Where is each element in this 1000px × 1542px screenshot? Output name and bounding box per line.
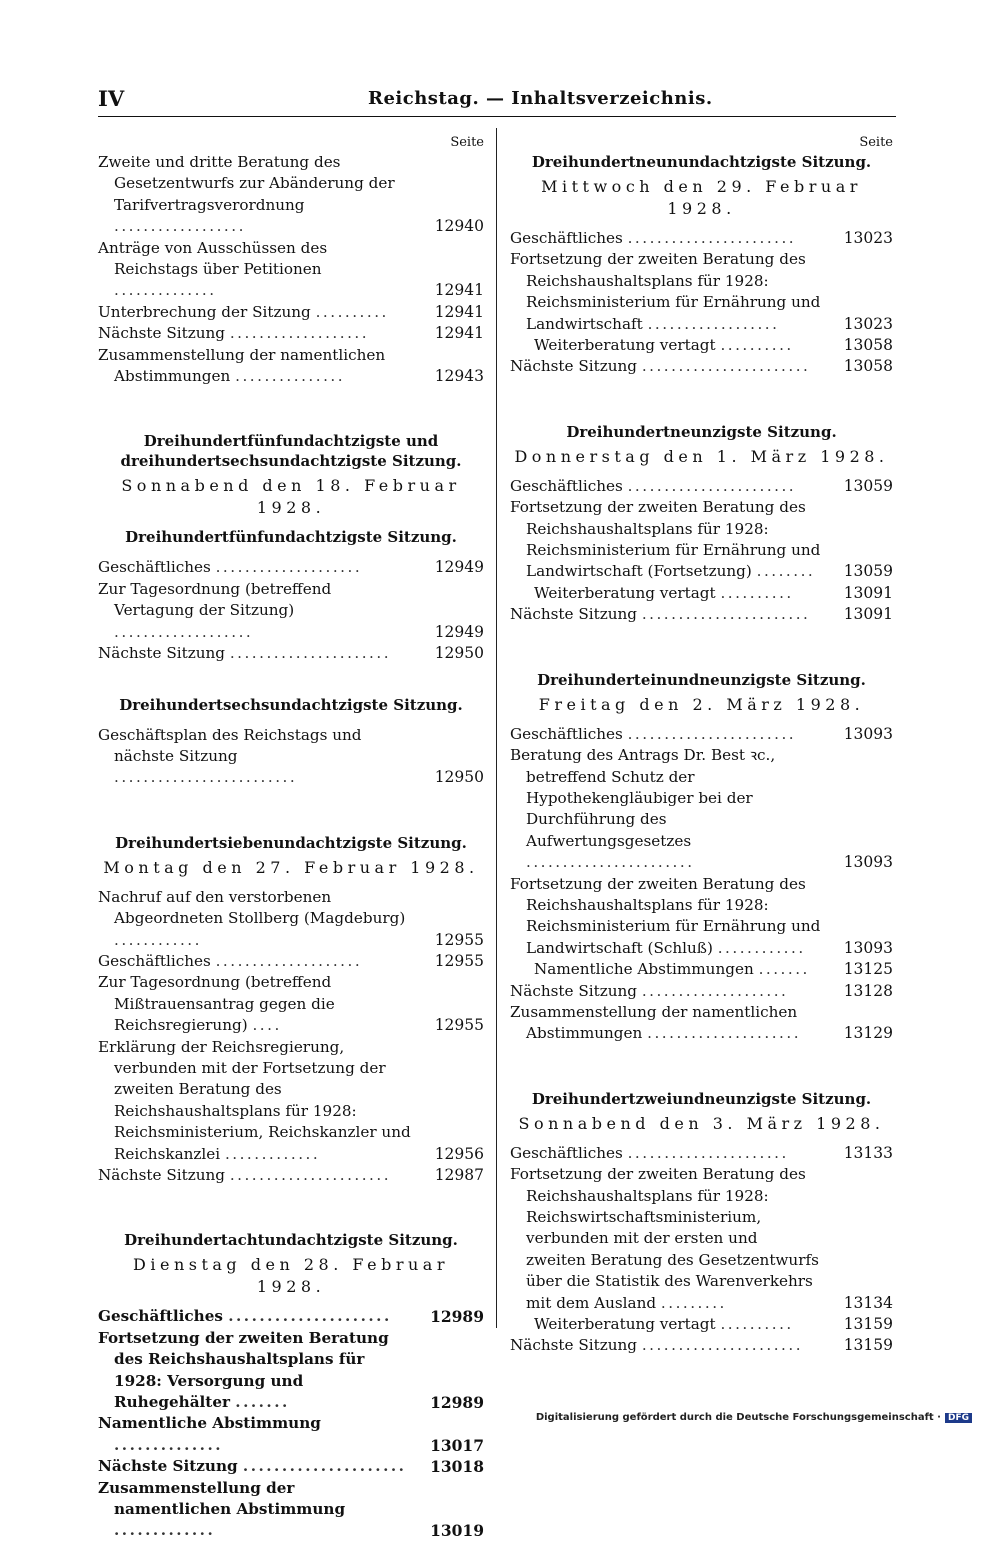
right-column	[510, 134, 893, 1357]
toc-entry: Nächste Sitzung ....................... 13091	[510, 605, 893, 624]
toc-entry: Nächste Sitzung ...................... 13159	[510, 1336, 893, 1355]
session-date: Mittwoch den 29. Februar 1928.	[541, 177, 862, 218]
toc-entry: Nachruf auf den verstorbenen Abgeordneten Stollberg (Magdeburg) ............ 12955	[98, 887, 484, 949]
column-divider	[496, 128, 497, 1328]
toc-entry: Nächste Sitzung ..................... 13018	[98, 1457, 484, 1477]
toc-entry: Geschäftliches .................... 12955	[98, 951, 484, 970]
session-date: Sonnabend den 3. März 1928.	[518, 1113, 885, 1133]
session-date: Montag den 27. Februar 1928.	[103, 857, 479, 877]
page-header	[98, 86, 896, 122]
toc-entry: Namentliche Abstimmungen ....... 13125	[534, 960, 893, 979]
session-heading: Dreihundertachtundachtzigste Sitzung.	[124, 1231, 458, 1250]
toc-entry: Fortsetzung der zweiten Beratung des Reichshaushaltsplans für 1928: Reichsministerium für Ernährung und Landwirtschaft (Schluß) ............ 13093	[510, 874, 893, 957]
toc-entry: Nächste Sitzung ................... 12941	[98, 324, 484, 343]
page-number: IV	[98, 86, 125, 111]
toc-entry: Fortsetzung der zweiten Beratung des Reichshaushaltsplans für 1928: Reichsministerium für Ernährung und Landwirtschaft .................. 13023	[510, 250, 893, 333]
toc-entry: Nächste Sitzung ....................... 13058	[510, 357, 893, 376]
toc-entry: Nächste Sitzung .................... 13128	[510, 981, 893, 1000]
session-date: Donnerstag den 1. März 1928.	[514, 446, 889, 466]
toc-entry: Nächste Sitzung ...................... 12987	[98, 1166, 484, 1184]
digitization-credit	[536, 1412, 972, 1423]
session-heading: Dreihundertneunundachtzigste Sitzung.	[531, 153, 872, 171]
toc-entry: Geschäftliches ....................... 13023	[510, 229, 893, 247]
session-date: Dienstag den 28. Februar 1928.	[133, 1255, 449, 1297]
toc-entry: Erklärung der Reichsregierung, verbunden mit der Fortsetzung der zweiten Beratung des Reichshaushaltsplans für 1928: Reichsministerium, Reichskanzler und Reichskanzlei ............. 12956	[98, 1037, 484, 1163]
session-subheading: Dreihundertsechsundachtzigste Sitzung.	[119, 695, 463, 714]
session-heading: Dreihundertfünfundachtzigste und dreihundertsechsundachtzigste Sitzung.	[120, 432, 462, 471]
toc-entry: Unterbrechung der Sitzung .......... 12941	[98, 302, 484, 321]
dfg-logo: DFG	[945, 1413, 972, 1423]
toc-entry: Geschäftliches ....................... 13093	[510, 724, 893, 743]
seite-label: Seite	[859, 135, 893, 150]
header-rule	[98, 116, 896, 117]
toc-entry: Geschäftliches ...................... 13133	[510, 1143, 893, 1162]
session-date: Sonnabend den 18. Februar 1928.	[121, 476, 461, 518]
toc-entry: Weiterberatung vertagt .......... 13159	[534, 1315, 893, 1334]
toc-entry: Nächste Sitzung ...................... 12950	[98, 644, 484, 663]
toc-entry: Zur Tagesordnung (betreffend Vertagung der Sitzung) ................... 12949	[98, 579, 484, 641]
seite-label: Seite	[450, 135, 484, 150]
toc-entry: Geschäftliches .................... 12949	[98, 558, 484, 577]
session-date: Freitag den 2. März 1928.	[538, 694, 865, 714]
toc-entry: Namentliche Abstimmung .............. 13017	[98, 1414, 484, 1455]
session-heading: Dreihundertzweiundneunzigste Sitzung.	[531, 1089, 872, 1108]
toc-entry: Beratung des Antrags Dr. Best ꝛc., betreffend Schutz der Hypothekengläubiger bei der Durchführung des Aufwertungsgesetzes ....................... 13093	[510, 746, 893, 872]
toc-entry: Zur Tagesordnung (betreffend Mißtrauensantrag gegen die Reichsregierung) .... 12955	[98, 973, 484, 1035]
session-heading: Dreihunderteinundneunzigste Sitzung.	[537, 670, 866, 689]
toc-entry: Zusammenstellung der namentlichen Abstimmung ............. 13019	[98, 1478, 484, 1541]
toc-entry: Zusammenstellung der namentlichen Abstimmungen ............... 12943	[98, 345, 484, 386]
toc-entry: Fortsetzung der zweiten Beratung des Reichshaushaltsplans für 1928: Versorgung und Ruhegehälter ....... 12989	[98, 1328, 484, 1413]
toc-entry: Geschäftsplan des Reichstags und nächste Sitzung ......................... 12950	[98, 725, 484, 787]
session-subheading: Dreihundertfünfundachtzigste Sitzung.	[125, 528, 457, 547]
toc-entry: Zusammenstellung der namentlichen Abstimmungen ..................... 13129	[510, 1002, 893, 1043]
toc-entry: Geschäftliches ..................... 12989	[98, 1307, 484, 1327]
toc-entry: Weiterberatung vertagt .......... 13058	[534, 336, 893, 355]
toc-entry: Fortsetzung der zweiten Beratung des Reichshaushaltsplans für 1928: Reichswirtschaftsministerium, verbunden mit der ersten und zweiten Beratung des Gesetzentwurfs über die Statistik des Warenverkehrs mit dem Ausland ......... 13134	[510, 1165, 893, 1312]
toc-entry: Anträge von Ausschüssen des Reichstags über Petitionen .............. 12941	[98, 238, 484, 300]
toc-entry: Weiterberatung vertagt .......... 13091	[534, 583, 893, 602]
running-title: Reichstag. — Inhaltsverzeichnis.	[368, 88, 713, 109]
left-column	[98, 134, 484, 1542]
credit-text: Digitalisierung gefördert durch die Deutsche Forschungsgemeinschaft ·	[535, 1412, 941, 1423]
toc-entry: Fortsetzung der zweiten Beratung des Reichshaushaltsplans für 1928: Reichsministerium für Ernährung und Landwirtschaft (Fortsetzung) ........ 13059	[510, 498, 893, 581]
session-heading: Dreihundertsiebenundachtzigste Sitzung.	[115, 833, 467, 852]
toc-entry: Zweite und dritte Beratung des Gesetzentwurfs zur Abänderung der Tarifvertragsverordnung .................. 12940	[98, 153, 484, 236]
session-heading: Dreihundertneunzigste Sitzung.	[566, 422, 837, 441]
toc-entry: Geschäftliches ....................... 13059	[510, 476, 893, 495]
